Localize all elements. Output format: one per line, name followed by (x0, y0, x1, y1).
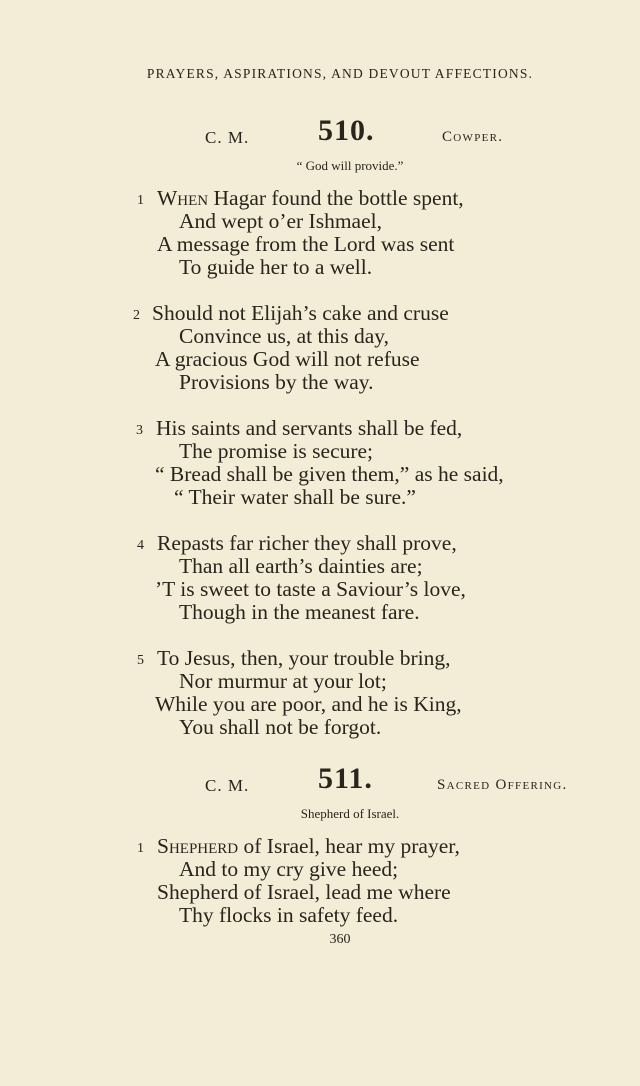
stanza-number: 4 (137, 538, 144, 553)
verse-line: Convince us, at this day, (179, 324, 389, 348)
verse-first-rest: Hagar found the bottle spent, (208, 186, 464, 210)
hymn-author: Cowper. (442, 129, 504, 145)
verse-line: To Jesus, then, your trouble bring, (157, 646, 451, 670)
verse-line: A message from the Lord was sent (157, 232, 455, 256)
running-head: PRAYERS, ASPIRATIONS, AND DEVOUT AFFECTIONS. (146, 66, 534, 81)
hymn-511-header (0, 760, 640, 800)
stanza-number: 1 (137, 193, 144, 208)
verse-line: “ Their water shall be sure.” (174, 485, 416, 509)
verse-line: Thy flocks in safety feed. (179, 903, 399, 927)
verse-first-rest: of Israel, hear my prayer, (238, 834, 460, 858)
hymn-subtitle: Shepherd of Israel. (300, 806, 400, 821)
stanza-number: 5 (137, 653, 144, 668)
verse-line: And wept o’er Ishmael, (179, 209, 382, 233)
verse-line: While you are poor, and he is King, (155, 692, 462, 716)
verse-line: A gracious God will not refuse (155, 347, 420, 371)
verse-line: “ Bread shall be given them,” as he said, (155, 462, 504, 486)
hymn-510-header (0, 112, 640, 152)
stanza-number: 3 (136, 423, 143, 438)
verse-line: His saints and servants shall be fed, (156, 416, 463, 440)
verse-line: ’T is sweet to taste a Saviour’s love, (155, 577, 466, 601)
verse-line: Than all earth’s dainties are; (179, 554, 423, 578)
verse-line: Repasts far richer they shall prove, (157, 531, 457, 555)
hymn-meter: C. M. (205, 776, 250, 795)
hymn-meter: C. M. (205, 128, 250, 147)
verse-line (157, 186, 464, 211)
verse-line: Should not Elijah’s cake and cruse (152, 301, 449, 325)
hymn-author: Sacred Offering. (437, 777, 568, 793)
stanza-number: 1 (137, 841, 144, 856)
hymn-number: 510. (318, 114, 375, 147)
verse-line: The promise is secure; (179, 439, 374, 463)
verse-line: To guide her to a well. (179, 255, 373, 279)
verse-line: And to my cry give heed; (179, 857, 399, 881)
verse-first-word: When (157, 186, 209, 210)
stanza-number: 2 (133, 308, 140, 323)
page-number: 360 (329, 932, 351, 947)
verse-line: Nor murmur at your lot; (179, 669, 387, 693)
verse-line: Though in the meanest fare. (179, 600, 420, 624)
verse-first-word: Shepherd (157, 834, 239, 858)
verse-line (157, 834, 460, 859)
hymn-subtitle: “ God will provide.” (296, 158, 404, 173)
verse-line: You shall not be forgot. (179, 715, 382, 739)
verse-line: Provisions by the way. (179, 370, 374, 394)
hymn-number: 511. (318, 762, 373, 795)
verse-line: Shepherd of Israel, lead me where (157, 880, 451, 904)
